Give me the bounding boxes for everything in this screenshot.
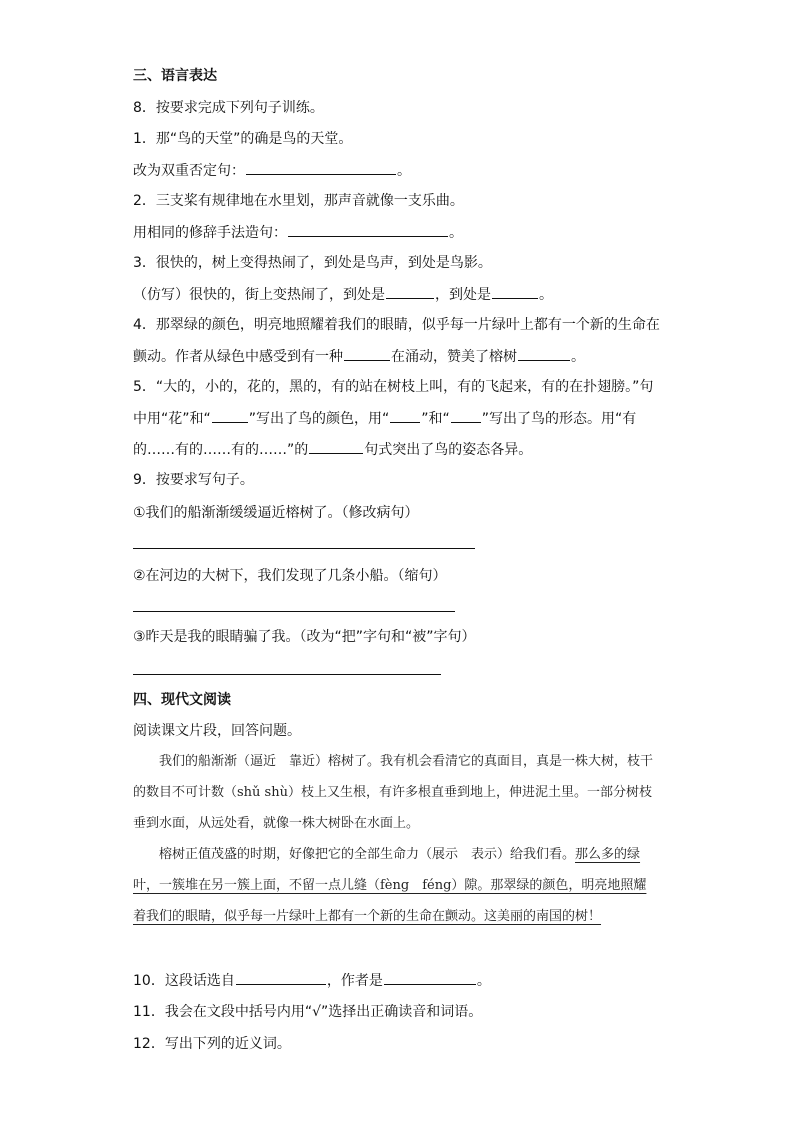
task-text: 中用“花”和“ xyxy=(133,411,211,427)
answer-blank[interactable] xyxy=(492,284,538,299)
answer-blank[interactable] xyxy=(344,346,390,361)
task-text: ，作者是 xyxy=(326,973,383,989)
question-8-item-5-line-3 xyxy=(133,439,532,460)
question-8-stem: 8．按要求完成下列句子训练。 xyxy=(133,100,324,116)
reading-passage xyxy=(133,746,653,932)
question-11: 11．我会在文段中括号内用“√”选择出正确读音和词语。 xyxy=(133,1004,483,1020)
answer-line[interactable] xyxy=(133,611,455,612)
passage-paragraph-1: 我们的船渐渐（逼近 靠近）榕树了。我有机会看清它的真面目，真是一株大树，枝干的数目不可计数（shǔ shù）枝上又生根，有许多根直垂到地上，伸进泥土里。一部分树枝垂到水面，从远处看，就像一株大树卧在水面上。 xyxy=(133,754,654,831)
question-8-item-2-task xyxy=(133,222,463,243)
reading-intro: 阅读课文片段，回答问题。 xyxy=(133,723,301,739)
task-text: ”和“ xyxy=(421,411,450,427)
question-8-item-1: 1．那“鸟的天堂”的确是鸟的天堂。 xyxy=(133,131,353,147)
question-9-item-3: ③昨天是我的眼睛骗了我。（改为“把”字句和“被”字句） xyxy=(133,629,476,645)
answer-blank[interactable] xyxy=(451,408,481,423)
task-text: ”写出了鸟的颜色，用“ xyxy=(248,411,390,427)
answer-blank[interactable] xyxy=(384,970,476,985)
question-9-item-1: ①我们的船渐渐缓缓逼近榕树了。（修改病句） xyxy=(133,505,419,521)
task-text: 10．这段话选自 xyxy=(133,973,235,989)
period: 。 xyxy=(476,973,491,989)
question-12: 12．写出下列的近义词。 xyxy=(133,1036,291,1052)
question-8-item-5-line-1: 5．“大的，小的，花的，黑的，有的站在树枝上叫，有的飞起来，有的在扑翅膀。”句 xyxy=(133,379,654,395)
question-10 xyxy=(133,970,491,991)
question-8-item-3: 3．很快的，树上变得热闹了，到处是鸟声，到处是鸟影。 xyxy=(133,255,492,271)
period: 。 xyxy=(449,225,463,241)
period: 。 xyxy=(397,163,411,179)
question-8-item-4-line-1: 4．那翠绿的颜色，明亮地照耀着我们的眼睛，似乎每一片绿叶上都有一个新的生命在 xyxy=(133,317,660,333)
question-8-item-5-line-2 xyxy=(133,408,636,429)
task-text: ”写出了鸟的形态。用“有 xyxy=(481,411,637,427)
answer-line[interactable] xyxy=(133,548,475,549)
answer-blank[interactable] xyxy=(386,284,434,299)
question-9-item-2: ②在河边的大树下，我们发现了几条小船。（缩句） xyxy=(133,568,447,584)
passage-underlined-text: 那么多的绿叶，一簇堆在另一簇上面，不留一点儿缝（fèng féng）隙。那翠绿的颜色，明亮地照耀着我们的眼睛，似乎每一片绿叶上都有一个新的生命在颤动。这美丽的南国的树！ xyxy=(133,847,647,924)
question-8-item-1-task xyxy=(133,160,411,181)
section-3-heading: 三、语言表达 xyxy=(133,68,217,84)
answer-blank[interactable] xyxy=(309,439,363,454)
task-text: ，到处是 xyxy=(435,287,491,303)
task-label: 用相同的修辞手法造句： xyxy=(133,225,287,241)
question-9-stem: 9．按要求写句子。 xyxy=(133,472,254,488)
answer-blank[interactable] xyxy=(246,160,396,175)
task-text: 颤动。作者从绿色中感受到有一种 xyxy=(133,349,343,365)
answer-blank[interactable] xyxy=(212,408,248,423)
question-8-item-2: 2．三支桨有规律地在水里划，那声音就像一支乐曲。 xyxy=(133,193,464,209)
answer-blank[interactable] xyxy=(518,346,570,361)
answer-blank[interactable] xyxy=(390,408,420,423)
answer-blank[interactable] xyxy=(288,222,448,237)
passage-paragraph-2 xyxy=(133,839,653,932)
question-8-item-4-line-2 xyxy=(133,346,585,367)
passage-text: 榕树正值茂盛的时期，好像把它的全部生命力（展示 表示）给我们看。 xyxy=(159,847,576,862)
task-text: （仿写）很快的，街上变热闹了，到处是 xyxy=(133,287,385,303)
period: 。 xyxy=(571,349,585,365)
task-label: 改为双重否定句： xyxy=(133,163,245,179)
period: 。 xyxy=(539,287,553,303)
answer-line[interactable] xyxy=(133,674,441,675)
task-text: 句式突出了鸟的姿态各异。 xyxy=(364,442,533,458)
answer-blank[interactable] xyxy=(236,970,326,985)
task-text: 在涌动，赞美了榕树 xyxy=(391,349,517,365)
task-text: 的……有的……有的……”的 xyxy=(133,442,309,458)
section-4-heading: 四、现代文阅读 xyxy=(133,692,231,708)
question-8-item-3-task xyxy=(133,284,553,305)
